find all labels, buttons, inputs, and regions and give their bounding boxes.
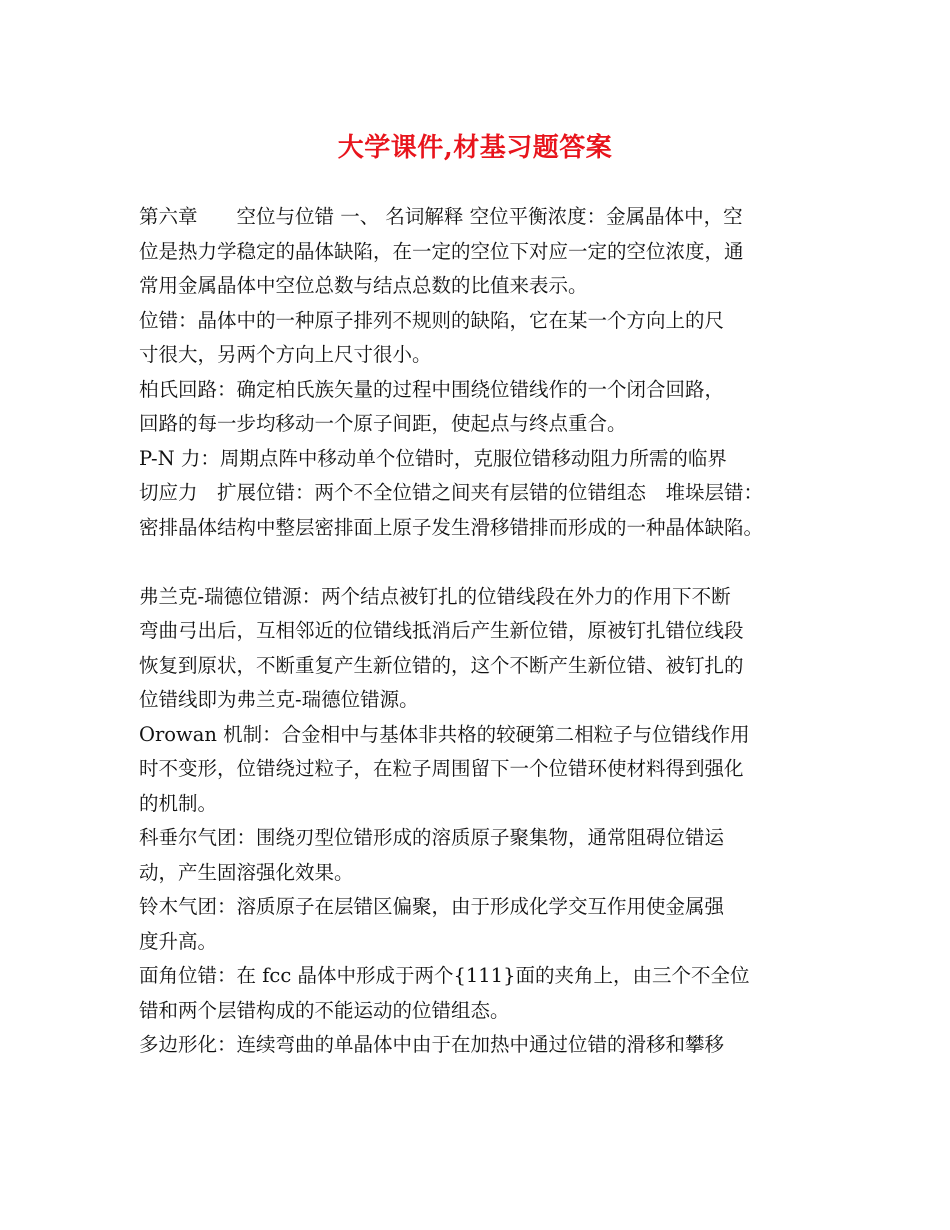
text-line: P-N 力：周期点阵中移动单个位错时，克服位错移动阻力所需的临界 — [139, 446, 727, 470]
text-line: 第六章 空位与位错 一、 名词解释 空位平衡浓度：金属晶体中，空 — [139, 205, 743, 228]
text-line: 动，产生固溶强化效果。 — [139, 860, 354, 884]
text-line: 弗兰克-瑞德位错源：两个结点被钉扎的位错线段在外力的作用下不断 — [139, 584, 731, 608]
text-line: 面角位错：在 fcc 晶体中形成于两个{111}面的夹角上，由三个不全位 — [139, 964, 750, 987]
text-line: 回路的每一步均移动一个原子间距，使起点与终点重合。 — [139, 412, 627, 435]
text-line: 常用金属晶体中空位总数与结点总数的比值来表示。 — [139, 274, 588, 297]
text-line: 位是热力学稳定的晶体缺陷，在一定的空位下对应一定的空位浓度，通 — [139, 239, 744, 263]
text-line: 弯曲弓出后，互相邻近的位错线抵消后产生新位错，原被钉扎错位线段 — [139, 619, 744, 642]
text-line: 错和两个层错构成的不能运动的位错组态。 — [139, 998, 510, 1022]
document-body — [139, 200, 829, 1063]
text-line: 柏氏回路：确定柏氏族矢量的过程中围绕位错线作的一个闭合回路， — [139, 377, 725, 401]
text-line: 密排晶体结构中整层密排面上原子发生滑移错排而形成的一种晶体缺陷。 — [139, 515, 764, 539]
document-title: 大学课件,材基习题答案 — [337, 133, 613, 163]
text-line: 恢复到原状，不断重复产生新位错的，这个不断产生新位错、被钉扎的 — [139, 653, 744, 677]
text-line: 铃木气团：溶质原子在层错区偏聚，由于形成化学交互作用使金属强 — [139, 895, 725, 918]
text-line: 切应力 扩展位错：两个不全位错之间夹有层错的位错组态 堆垛层错： — [139, 481, 764, 504]
text-line: 度升高。 — [139, 929, 218, 953]
text-line: Orowan 机制：合金相中与基体非共格的较硬第二相粒子与位错线作用 — [139, 722, 750, 746]
blank-line — [139, 545, 829, 580]
text-line: 位错线即为弗兰克-瑞德位错源。 — [139, 688, 419, 711]
text-line: 时不变形，位错绕过粒子，在粒子周围留下一个位错环使材料得到强化 — [139, 757, 744, 780]
text-line: 的机制。 — [139, 791, 218, 815]
text-line: 多边形化：连续弯曲的单晶体中由于在加热中通过位错的滑移和攀移 — [139, 1033, 725, 1056]
text-line: 位错：晶体中的一种原子排列不规则的缺陷，它在某一个方向上的尺 — [139, 308, 725, 332]
text-line: 寸很大，另两个方向上尺寸很小。 — [139, 343, 432, 366]
text-line: 科垂尔气团：围绕刃型位错形成的溶质原子聚集物，通常阻碍位错运 — [139, 826, 725, 849]
